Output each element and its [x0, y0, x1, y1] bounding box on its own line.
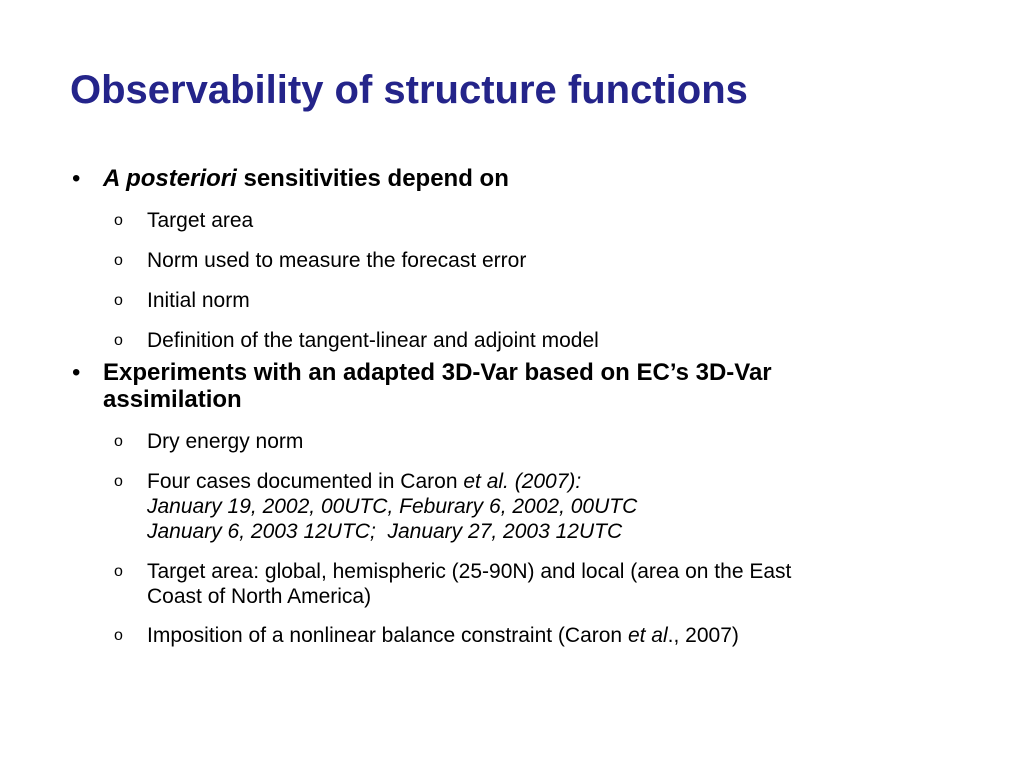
sub-item-text: Target area [147, 209, 254, 232]
cases-citation: et al. (2007): [463, 470, 582, 493]
sub-marker: o [114, 627, 123, 644]
imposition-citation: et al [627, 624, 668, 647]
imposition-prefix: Imposition of a nonlinear balance constraint (Caron [147, 624, 628, 647]
cases-dates-line1: January 19, 2002, 00UTC, Feburary 6, 2002, 00UTC [147, 495, 638, 518]
slide-title: Observability of structure functions [70, 68, 748, 112]
imposition-suffix: ., 2007) [667, 624, 739, 647]
sub-item-text: Norm used to measure the forecast error [147, 249, 527, 272]
sub-marker: o [114, 332, 123, 349]
cases-dates-line2: January 6, 2003 12UTC; January 27, 2003 12UTC [147, 520, 623, 543]
sub-item-text [147, 623, 947, 648]
sub-marker: o [114, 473, 123, 490]
bullet-text [103, 359, 933, 413]
target-line1: Target area: global, hemispheric (25-90N) and local (area on the East [147, 560, 792, 583]
sub-item-text: Initial norm [147, 289, 250, 312]
target-line2: Coast of North America) [147, 585, 372, 608]
sub-marker: o [114, 563, 123, 580]
sub-item-text [147, 559, 947, 609]
sub-marker: o [114, 212, 123, 229]
bullet-text [103, 165, 933, 192]
bullet-rest: sensitivities depend on [236, 165, 509, 192]
bullet-line: Experiments with an adapted 3D-Var based on EC’s 3D-Var [103, 359, 772, 386]
bullet-line: assimilation [103, 386, 242, 413]
cases-line1 [147, 469, 947, 494]
bullet-italic-lead: A posteriori [103, 165, 237, 192]
sub-item-text [147, 469, 947, 544]
sub-item-text: Definition of the tangent-linear and adjoint model [147, 329, 599, 352]
sub-marker: o [114, 433, 123, 450]
bullet-dot: • [72, 165, 81, 192]
sub-item-text: Dry energy norm [147, 430, 304, 453]
sub-marker: o [114, 292, 123, 309]
cases-prefix: Four cases documented in Caron [147, 470, 464, 493]
bullet-dot: • [72, 359, 81, 386]
sub-marker: o [114, 252, 123, 269]
